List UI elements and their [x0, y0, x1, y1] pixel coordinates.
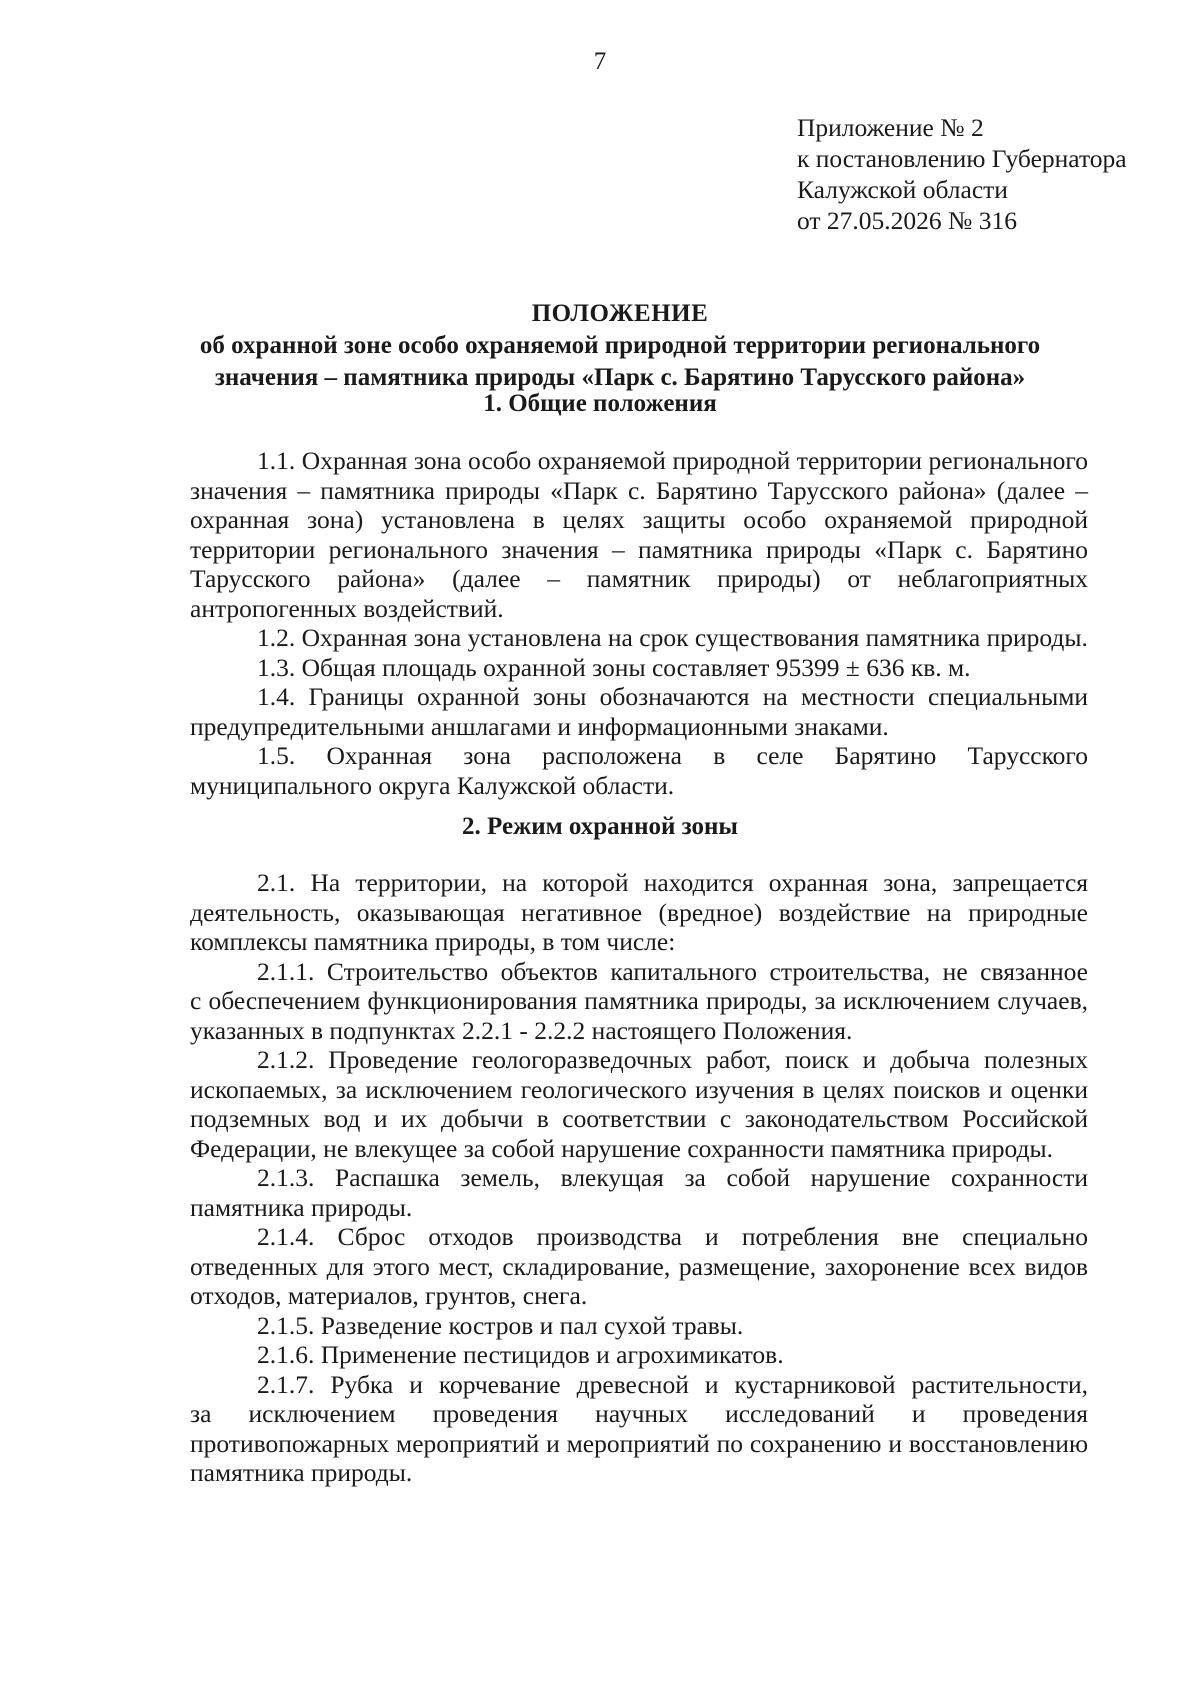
- paragraph-1-5: [190, 741, 1088, 800]
- text-line: 2.1.2. Проведение геологоразведочных работ, поиск и добыча полезных: [257, 1045, 1088, 1074]
- text-line: Тарусского района» (далее – памятник природы) от неблагоприятных: [190, 564, 1088, 593]
- text-line: с обеспечением функционирования памятника природы, за исключением случаев,: [190, 986, 1088, 1015]
- paragraph-1-1: [190, 446, 1088, 623]
- text-line: территории регионального значения – памятника природы «Парк с. Барятино: [190, 534, 1088, 564]
- section-heading: 1. Общие положения: [483, 390, 717, 417]
- title-line: об охранной зоне особо охраняемой природной территории регионального: [199, 332, 1041, 359]
- text-line: 2.1.3. Распашка земель, влекущая за собой нарушение сохранности: [257, 1163, 1088, 1192]
- text-line: Федерации, не влекущее за собой нарушение сохранности памятника природы.: [190, 1133, 1054, 1163]
- paragraph-1-4: [190, 682, 1088, 741]
- text-line: указанных в подпунктах 2.2.1 - 2.2.2 настоящего Положения.: [190, 1015, 853, 1045]
- paragraph-1-2: [190, 623, 1088, 653]
- appendix-line: Калужской области: [797, 175, 1008, 204]
- title-line: значения – памятника природы «Парк с. Барятино Тарусского района»: [214, 364, 1026, 391]
- text-line: 1.4. Границы охранной зоны обозначаются на местности специальными: [257, 682, 1088, 711]
- text-line: 1.5. Охранная зона расположена в селе Барятино Тарусского: [257, 741, 1088, 770]
- paragraph-2-1-2: [190, 1045, 1088, 1163]
- text-line: предупредительными аншлагами и информационными знаками.: [190, 711, 889, 741]
- text-line: 1.2. Охранная зона установлена на срок существования памятника природы.: [257, 623, 1088, 652]
- section-heading: 2. Режим охранной зоны: [462, 813, 738, 840]
- paragraph-2-1-5: [190, 1311, 1088, 1341]
- text-line: памятника природы.: [190, 1458, 413, 1487]
- paragraph-2-1-4: [190, 1222, 1088, 1311]
- paragraph-2-1-1: [190, 957, 1088, 1046]
- document-title: [160, 298, 1080, 394]
- text-line: подземных вод и их добычи в соответствии с законодательством Российской: [190, 1104, 1088, 1133]
- paragraph-2-1-7: [190, 1370, 1088, 1488]
- text-line: деятельность, оказывающая негативное (вредное) воздействие на природные: [190, 897, 1088, 927]
- paragraph-2-1: [190, 868, 1088, 957]
- text-line: отведенных для этого мест, складирование, размещение, захоронение всех видов: [190, 1251, 1088, 1281]
- appendix-header: [797, 112, 1127, 236]
- text-line: комплексы памятника природы, в том числе:: [190, 927, 676, 956]
- text-line: значения – памятника природы «Парк с. Барятино Тарусского района» (далее –: [190, 475, 1088, 505]
- text-line: 1.3. Общая площадь охранной зоны составляет 95399 ± 636 кв. м.: [257, 652, 971, 682]
- text-line: 1.1. Охранная зона особо охраняемой природной территории регионального: [257, 446, 1088, 475]
- title-heading: ПОЛОЖЕНИЕ: [531, 300, 709, 327]
- page-number: 7: [593, 48, 607, 75]
- text-line: охранная зона) установлена в целях защиты особо охраняемой природной: [190, 505, 1088, 534]
- text-line: антропогенных воздействий.: [190, 593, 504, 623]
- paragraph-2-1-6: [190, 1340, 1088, 1370]
- paragraph-2-1-3: [190, 1163, 1088, 1222]
- text-line: 2.1.7. Рубка и корчевание древесной и кустарниковой растительности,: [257, 1369, 1088, 1399]
- appendix-line: к постановлению Губернатора: [797, 144, 1127, 173]
- text-line: 2.1.6. Применение пестицидов и агрохимикатов.: [257, 1340, 784, 1369]
- text-line: 2.1.1. Строительство объектов капитального строительства, не связанное: [257, 956, 1088, 986]
- appendix-line: Приложение № 2: [797, 113, 984, 142]
- text-line: 2.1.4. Сброс отходов производства и потребления вне специально: [257, 1222, 1088, 1251]
- text-line: 2.1. На территории, на которой находится охранная зона, запрещается: [257, 868, 1088, 897]
- text-line: за исключением проведения научных исследований и проведения: [190, 1399, 1088, 1428]
- text-line: 2.1.5. Разведение костров и пал сухой травы.: [257, 1310, 744, 1340]
- section-2-body: [190, 868, 1088, 1488]
- text-line: отходов, материалов, грунтов, снега.: [190, 1281, 588, 1310]
- appendix-line: от 27.05.2026 № 316: [797, 206, 1018, 235]
- text-line: памятника природы.: [190, 1192, 413, 1222]
- text-line: муниципального округа Калужской области.: [190, 770, 675, 800]
- text-line: ископаемых, за исключением геологического изучения в целях поисков и оценки: [190, 1074, 1088, 1104]
- section-1-body: [190, 446, 1088, 800]
- paragraph-1-3: [190, 653, 1088, 683]
- text-line: противопожарных мероприятий и мероприятий по сохранению и восстановлению: [190, 1428, 1088, 1458]
